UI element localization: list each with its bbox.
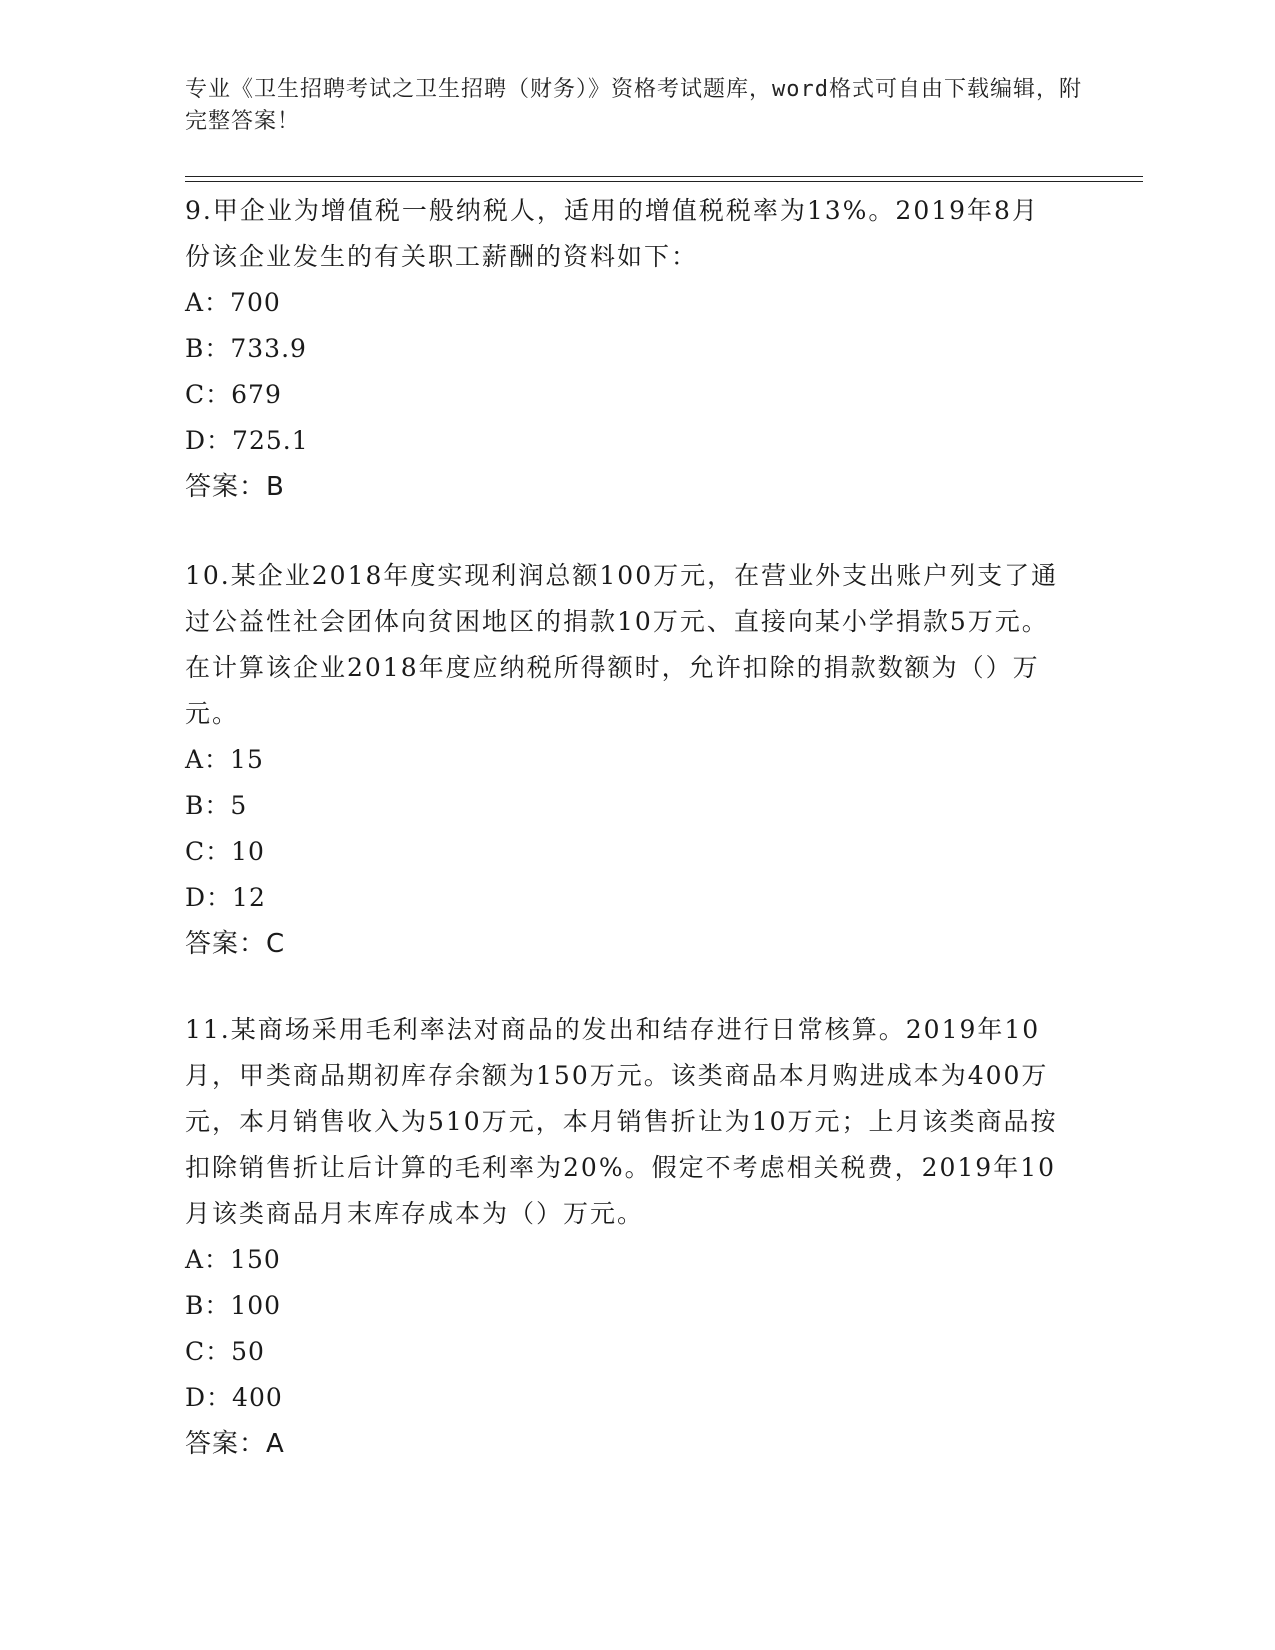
option-d: D：400 [185, 1383, 283, 1412]
option-a: A：15 [185, 745, 264, 774]
option-c: C：679 [185, 380, 282, 409]
option-c: C：10 [185, 837, 265, 866]
option-b: B：5 [185, 791, 248, 820]
option-a: A：700 [185, 288, 281, 317]
answer: 答案：B [185, 472, 285, 502]
question-stem: 9.甲企业为增值税一般纳税人，适用的增值税税率为13%。2019年8月份该企业发生的有关职工薪酬的资料如下： [185, 196, 1039, 271]
answer: 答案：C [185, 929, 286, 959]
question-stem: 11.某商场采用毛利率法对商品的发出和结存进行日常核算。2019年10月，甲类商品期初库存余额为150万元。该类商品本月购进成本为400万元，本月销售收入为510万元，本月销售折让为10万元；上月该类商品按扣除销售折让后计算的毛利率为20%。假定不考虑相关税费，2019年10月该类商品月末库存成本为（）万元。 [185, 1015, 1058, 1228]
page-header [185, 74, 1085, 138]
question-stem: 10.某企业2018年度实现利润总额100万元，在营业外支出账户列支了通过公益性社会团体向贫困地区的捐款10万元、直接向某小学捐款5万元。在计算该企业2018年度应纳税所得额时，允许扣除的捐款数额为（）万元。 [185, 561, 1059, 728]
header-rule-bottom [185, 181, 1143, 182]
option-c: C：50 [185, 1337, 265, 1366]
answer: 答案：A [185, 1429, 285, 1459]
option-b: B：733.9 [185, 334, 307, 363]
question-11 [185, 1007, 1065, 1467]
header-rule-top [185, 176, 1143, 177]
option-b: B：100 [185, 1291, 282, 1320]
header-text: 专业《卫生招聘考试之卫生招聘（财务）》资格考试题库，word格式可自由下载编辑，附完整答案！ [185, 77, 1082, 134]
option-d: D：12 [185, 883, 266, 912]
question-9 [185, 188, 1065, 510]
option-a: A：150 [185, 1245, 281, 1274]
option-d: D：725.1 [185, 426, 309, 455]
question-10 [185, 553, 1065, 967]
